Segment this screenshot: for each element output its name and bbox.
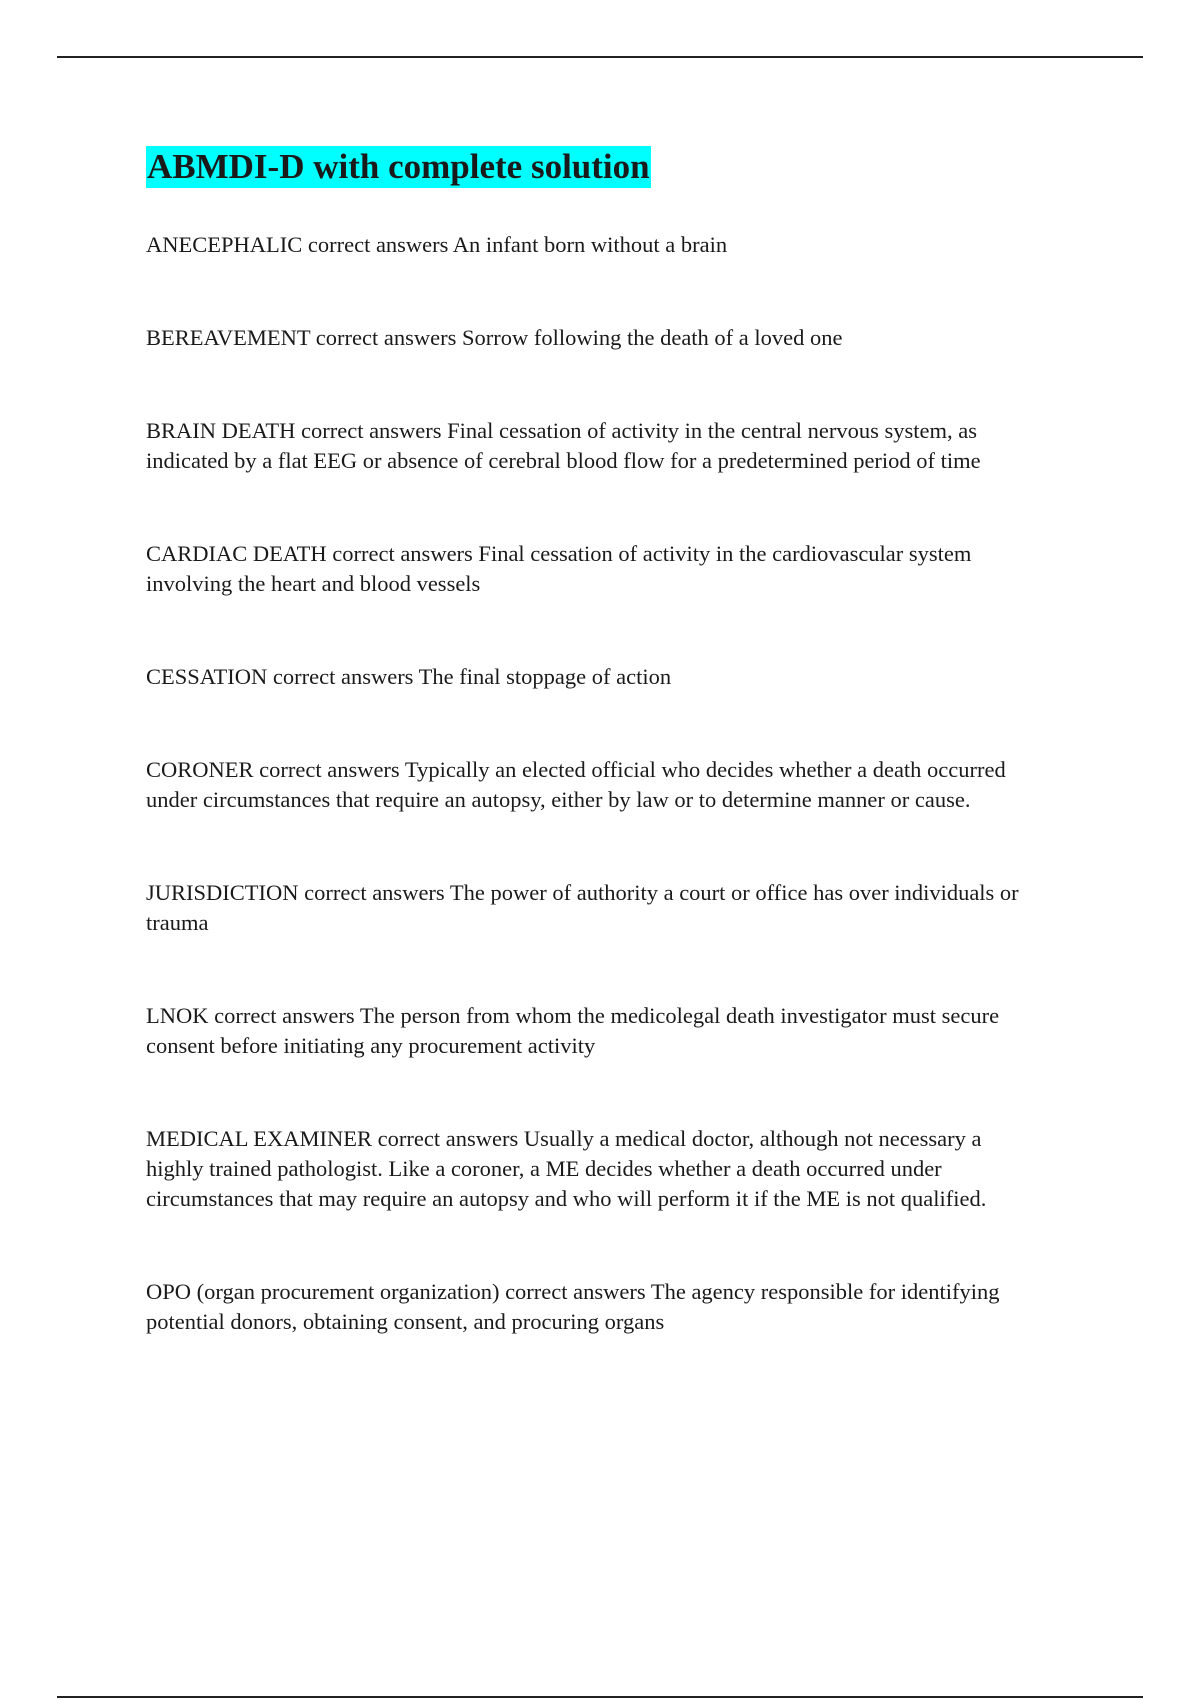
entry-brain-death: BRAIN DEATH correct answers Final cessation of activity in the central nervous system, as indicated by a flat EEG or absence of cerebral blood flow for a predetermined period of time (146, 418, 981, 473)
entry-medical-examiner: MEDICAL EXAMINER correct answers Usually a medical doctor, although not necessary a highly trained pathologist. Like a coroner, a ME decides whether a death occurred under circumstances that may require an autopsy and who will perform it if the ME is not qualified. (146, 1126, 987, 1211)
entry-jurisdiction: JURISDICTION correct answers The power of authority a court or office has over individuals or trauma (146, 880, 1019, 935)
document-body (146, 146, 1096, 1400)
entry-opo: OPO (organ procurement organization) correct answers The agency responsible for identifying potential donors, obtaining consent, and procuring organs (146, 1279, 1000, 1334)
entry-cessation: CESSATION correct answers The final stoppage of action (146, 664, 672, 689)
entry-list (146, 230, 1096, 1337)
entry-coroner: CORONER correct answers Typically an elected official who decides whether a death occurred under circumstances that require an autopsy, either by law or to determine manner or cause. (146, 757, 1006, 812)
entry-anecephalic: ANECEPHALIC correct answers An infant born without a brain (146, 232, 728, 257)
entry-bereavement: BEREAVEMENT correct answers Sorrow following the death of a loved one (146, 325, 843, 350)
document-title: ABMDI-D with complete solution (147, 147, 650, 186)
entry-cardiac-death: CARDIAC DEATH correct answers Final cessation of activity in the cardiovascular system involving the heart and blood vessels (146, 541, 972, 596)
entry-lnok: LNOK correct answers The person from whom the medicolegal death investigator must secure consent before initiating any procurement activity (146, 1003, 1000, 1058)
top-rule (57, 56, 1143, 58)
bottom-rule (57, 1696, 1143, 1698)
